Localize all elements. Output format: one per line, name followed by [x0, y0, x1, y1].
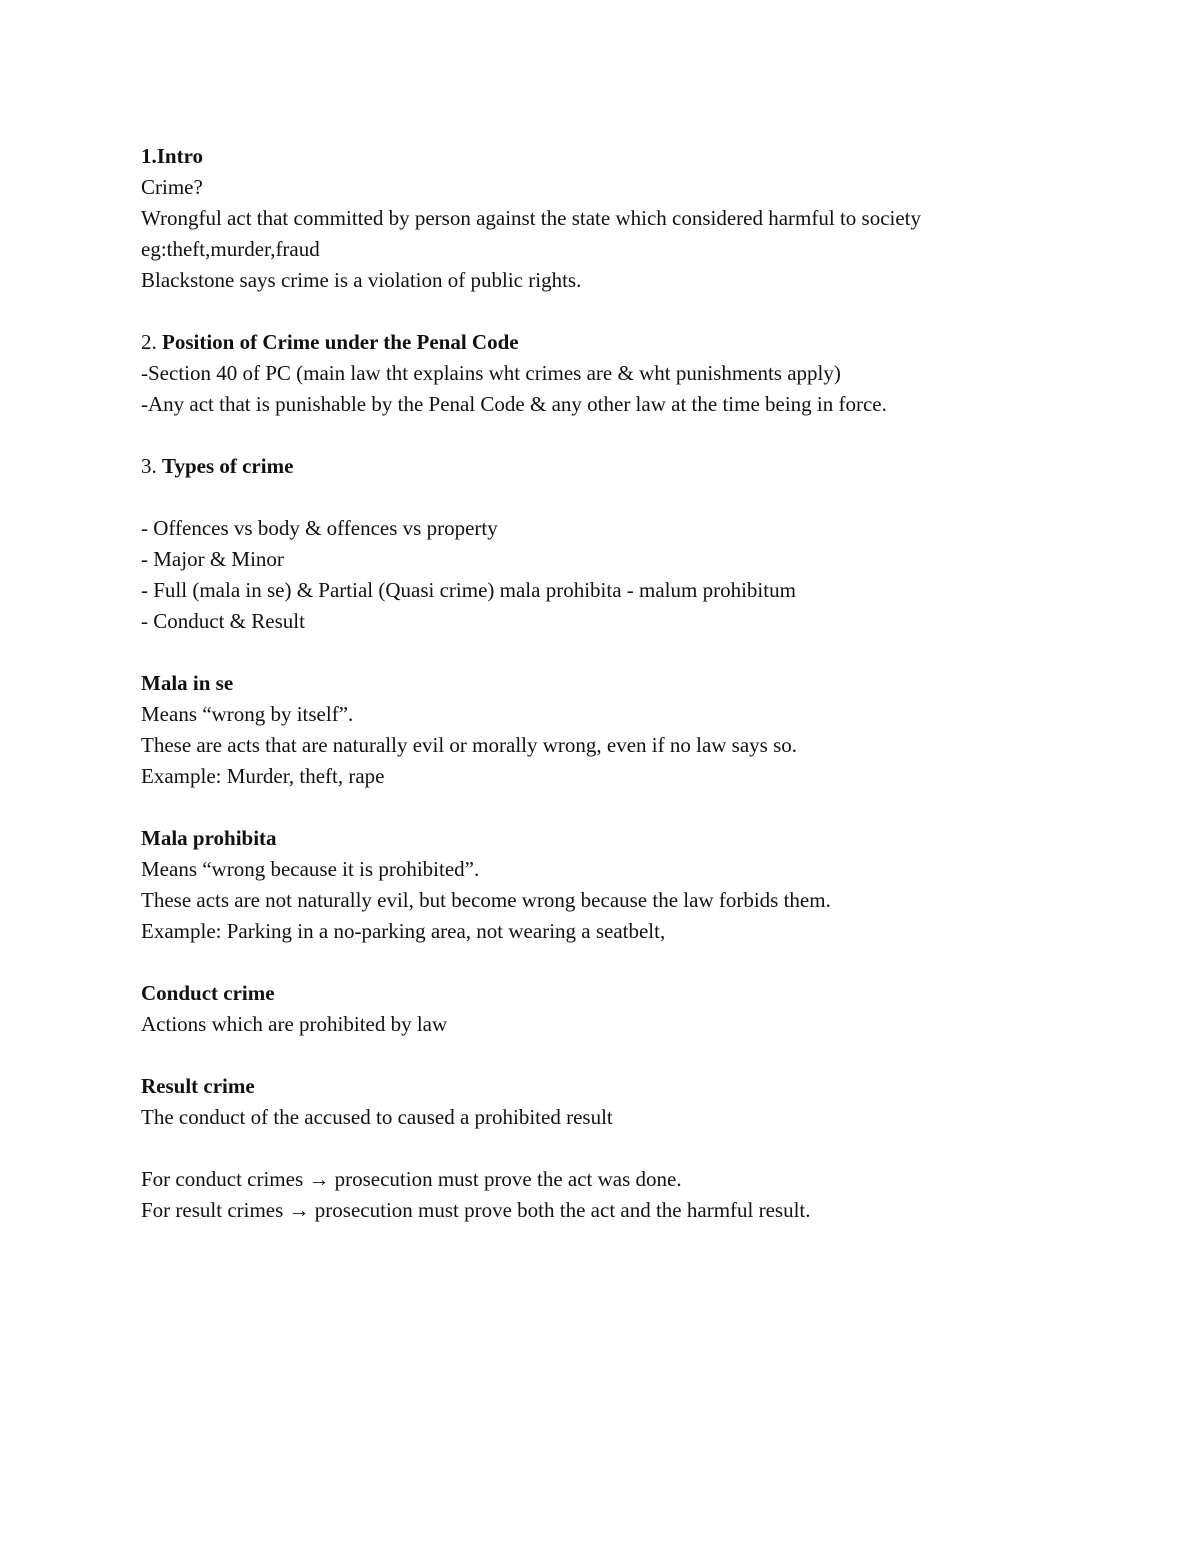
summary-line: For result crimes → prosecution must prove both the act and the harmful result.	[141, 1198, 811, 1222]
spacer	[141, 792, 1141, 823]
intro-heading: 1.Intro	[141, 144, 204, 168]
mala-in-se-line: Example: Murder, theft, rape	[141, 764, 385, 788]
result-crime-heading: Result crime	[141, 1074, 255, 1098]
document-page	[141, 141, 1141, 1226]
spacer	[141, 482, 1141, 513]
types-list-item: - Offences vs body & offences vs property	[141, 516, 498, 540]
types-list-item: - Major & Minor	[141, 547, 284, 571]
spacer	[141, 637, 1141, 668]
spacer	[141, 947, 1141, 978]
spacer	[141, 1133, 1141, 1164]
position-title: Position of Crime under the Penal Code	[162, 330, 519, 354]
summary-line: For conduct crimes → prosecution must prove the act was done.	[141, 1167, 682, 1191]
mala-in-se-line: Means “wrong by itself”.	[141, 702, 354, 726]
types-heading	[141, 451, 1141, 482]
position-line: -Section 40 of PC (main law tht explains wht crimes are & wht punishments apply)	[141, 361, 841, 385]
mala-prohibita-heading: Mala prohibita	[141, 826, 277, 850]
spacer	[141, 296, 1141, 327]
intro-line: Blackstone says crime is a violation of public rights.	[141, 268, 582, 292]
conduct-crime-line: Actions which are prohibited by law	[141, 1012, 448, 1036]
types-number: 3.	[141, 454, 162, 478]
spacer	[141, 420, 1141, 451]
result-crime-line: The conduct of the accused to caused a prohibited result	[141, 1105, 613, 1129]
types-list-item: - Full (mala in se) & Partial (Quasi crime) mala prohibita - malum prohibitum	[141, 578, 796, 602]
types-title: Types of crime	[162, 454, 294, 478]
intro-line: Wrongful act that committed by person against the state which considered harmful to society	[141, 206, 922, 230]
mala-prohibita-line: Means “wrong because it is prohibited”.	[141, 857, 480, 881]
position-line: -Any act that is punishable by the Penal Code & any other law at the time being in force.	[141, 392, 887, 416]
intro-line: Crime?	[141, 175, 203, 199]
types-list-item: - Conduct & Result	[141, 609, 305, 633]
mala-in-se-line: These are acts that are naturally evil or morally wrong, even if no law says so.	[141, 733, 798, 757]
mala-prohibita-line: These acts are not naturally evil, but become wrong because the law forbids them.	[141, 888, 831, 912]
mala-in-se-heading: Mala in se	[141, 671, 234, 695]
spacer	[141, 1040, 1141, 1071]
mala-prohibita-line: Example: Parking in a no-parking area, not wearing a seatbelt,	[141, 919, 666, 943]
position-heading	[141, 327, 1141, 358]
conduct-crime-heading: Conduct crime	[141, 981, 275, 1005]
position-number: 2.	[141, 330, 162, 354]
intro-line: eg:theft,murder,fraud	[141, 237, 320, 261]
